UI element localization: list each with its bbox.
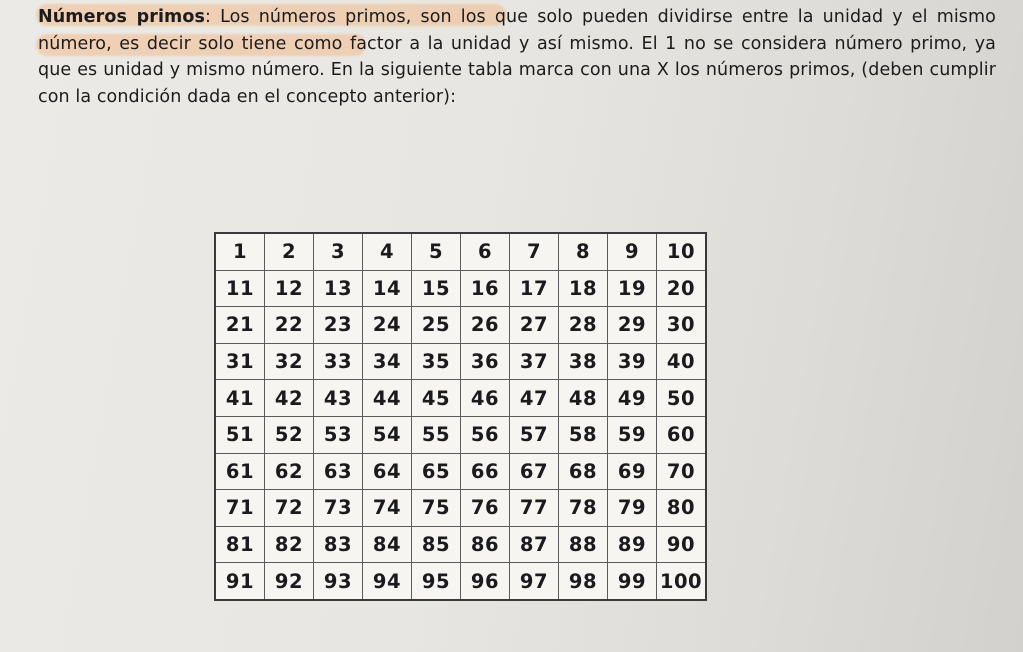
grid-cell[interactable]: 35 <box>412 343 461 380</box>
grid-row <box>215 343 706 380</box>
grid-cell[interactable]: 66 <box>461 453 510 490</box>
grid-cell[interactable]: 96 <box>461 563 510 600</box>
grid-cell[interactable]: 12 <box>265 270 314 307</box>
grid-cell[interactable]: 5 <box>412 233 461 270</box>
grid-cell[interactable]: 49 <box>608 380 657 417</box>
grid-cell[interactable]: 77 <box>510 490 559 527</box>
grid-cell[interactable]: 19 <box>608 270 657 307</box>
grid-cell[interactable]: 70 <box>657 453 707 490</box>
grid-cell[interactable]: 60 <box>657 416 707 453</box>
grid-cell[interactable]: 39 <box>608 343 657 380</box>
grid-cell[interactable]: 47 <box>510 380 559 417</box>
grid-cell[interactable]: 62 <box>265 453 314 490</box>
grid-cell[interactable]: 38 <box>559 343 608 380</box>
grid-cell[interactable]: 21 <box>215 307 265 344</box>
grid-cell[interactable]: 48 <box>559 380 608 417</box>
grid-cell[interactable]: 7 <box>510 233 559 270</box>
grid-cell[interactable]: 22 <box>265 307 314 344</box>
grid-cell[interactable]: 32 <box>265 343 314 380</box>
grid-cell[interactable]: 15 <box>412 270 461 307</box>
grid-cell[interactable]: 17 <box>510 270 559 307</box>
grid-cell[interactable]: 84 <box>363 526 412 563</box>
grid-cell[interactable]: 76 <box>461 490 510 527</box>
grid-cell[interactable]: 42 <box>265 380 314 417</box>
grid-cell[interactable]: 93 <box>314 563 363 600</box>
grid-row <box>215 233 706 270</box>
grid-cell[interactable]: 94 <box>363 563 412 600</box>
grid-cell[interactable]: 4 <box>363 233 412 270</box>
grid-cell[interactable]: 68 <box>559 453 608 490</box>
grid-cell[interactable]: 65 <box>412 453 461 490</box>
grid-row <box>215 490 706 527</box>
grid-cell[interactable]: 18 <box>559 270 608 307</box>
grid-cell[interactable]: 53 <box>314 416 363 453</box>
grid-cell[interactable]: 31 <box>215 343 265 380</box>
grid-cell[interactable]: 33 <box>314 343 363 380</box>
grid-cell[interactable]: 2 <box>265 233 314 270</box>
grid-cell[interactable]: 97 <box>510 563 559 600</box>
grid-cell[interactable]: 69 <box>608 453 657 490</box>
grid-cell[interactable]: 13 <box>314 270 363 307</box>
grid-cell[interactable]: 14 <box>363 270 412 307</box>
grid-cell[interactable]: 91 <box>215 563 265 600</box>
grid-cell[interactable]: 6 <box>461 233 510 270</box>
grid-row <box>215 526 706 563</box>
grid-cell[interactable]: 25 <box>412 307 461 344</box>
grid-cell[interactable]: 63 <box>314 453 363 490</box>
grid-cell[interactable]: 83 <box>314 526 363 563</box>
grid-cell[interactable]: 73 <box>314 490 363 527</box>
grid-cell[interactable]: 26 <box>461 307 510 344</box>
grid-cell[interactable]: 86 <box>461 526 510 563</box>
grid-row <box>215 563 706 600</box>
grid-cell[interactable]: 64 <box>363 453 412 490</box>
grid-cell[interactable]: 34 <box>363 343 412 380</box>
grid-row <box>215 416 706 453</box>
instructions-text: : Los números primos, son los que solo pueden dividirse entre la unidad y el mismo número, es decir solo tiene como factor a la unidad y así mismo. El 1 no se considera número primo, ya que es unidad y mismo número. En la siguiente tabla marca con una X los números primos, (deben cumplir con la condición dada en el concepto anterior): <box>38 7 996 107</box>
grid-cell[interactable]: 54 <box>363 416 412 453</box>
grid-cell[interactable]: 55 <box>412 416 461 453</box>
grid-cell[interactable]: 71 <box>215 490 265 527</box>
grid-cell[interactable]: 92 <box>265 563 314 600</box>
grid-cell[interactable]: 100 <box>657 563 707 600</box>
grid-cell[interactable]: 28 <box>559 307 608 344</box>
grid-cell[interactable]: 52 <box>265 416 314 453</box>
grid-row <box>215 453 706 490</box>
grid-cell[interactable]: 16 <box>461 270 510 307</box>
grid-cell[interactable]: 37 <box>510 343 559 380</box>
grid-cell[interactable]: 87 <box>510 526 559 563</box>
grid-cell[interactable]: 67 <box>510 453 559 490</box>
grid-cell[interactable]: 8 <box>559 233 608 270</box>
grid-cell[interactable]: 58 <box>559 416 608 453</box>
grid-cell[interactable]: 81 <box>215 526 265 563</box>
grid-cell[interactable]: 78 <box>559 490 608 527</box>
grid-cell[interactable]: 23 <box>314 307 363 344</box>
grid-cell[interactable]: 20 <box>657 270 707 307</box>
grid-cell[interactable]: 75 <box>412 490 461 527</box>
grid-cell[interactable]: 82 <box>265 526 314 563</box>
grid-cell[interactable]: 51 <box>215 416 265 453</box>
grid-cell[interactable]: 30 <box>657 307 707 344</box>
number-grid <box>214 232 707 601</box>
grid-cell[interactable]: 50 <box>657 380 707 417</box>
grid-cell[interactable]: 98 <box>559 563 608 600</box>
grid-cell[interactable]: 44 <box>363 380 412 417</box>
term-heading: Números primos <box>38 7 206 27</box>
grid-row <box>215 270 706 307</box>
grid-cell[interactable]: 27 <box>510 307 559 344</box>
grid-cell[interactable]: 11 <box>215 270 265 307</box>
grid-cell[interactable]: 89 <box>608 526 657 563</box>
grid-cell[interactable]: 3 <box>314 233 363 270</box>
grid-cell[interactable]: 9 <box>608 233 657 270</box>
grid-cell[interactable]: 10 <box>657 233 707 270</box>
grid-cell[interactable]: 59 <box>608 416 657 453</box>
grid-cell[interactable]: 74 <box>363 490 412 527</box>
instructions-paragraph <box>38 4 996 110</box>
grid-cell[interactable]: 57 <box>510 416 559 453</box>
grid-cell[interactable]: 29 <box>608 307 657 344</box>
grid-cell[interactable]: 45 <box>412 380 461 417</box>
grid-cell[interactable]: 90 <box>657 526 707 563</box>
grid-cell[interactable]: 61 <box>215 453 265 490</box>
grid-cell[interactable]: 99 <box>608 563 657 600</box>
grid-row <box>215 307 706 344</box>
grid-cell[interactable]: 1 <box>215 233 265 270</box>
grid-cell[interactable]: 95 <box>412 563 461 600</box>
grid-cell[interactable]: 88 <box>559 526 608 563</box>
grid-cell[interactable]: 72 <box>265 490 314 527</box>
grid-cell[interactable]: 56 <box>461 416 510 453</box>
grid-cell[interactable]: 85 <box>412 526 461 563</box>
grid-cell[interactable]: 24 <box>363 307 412 344</box>
grid-cell[interactable]: 79 <box>608 490 657 527</box>
grid-cell[interactable]: 41 <box>215 380 265 417</box>
grid-cell[interactable]: 36 <box>461 343 510 380</box>
grid-row <box>215 380 706 417</box>
grid-cell[interactable]: 40 <box>657 343 707 380</box>
grid-cell[interactable]: 46 <box>461 380 510 417</box>
grid-cell[interactable]: 43 <box>314 380 363 417</box>
grid-cell[interactable]: 80 <box>657 490 707 527</box>
